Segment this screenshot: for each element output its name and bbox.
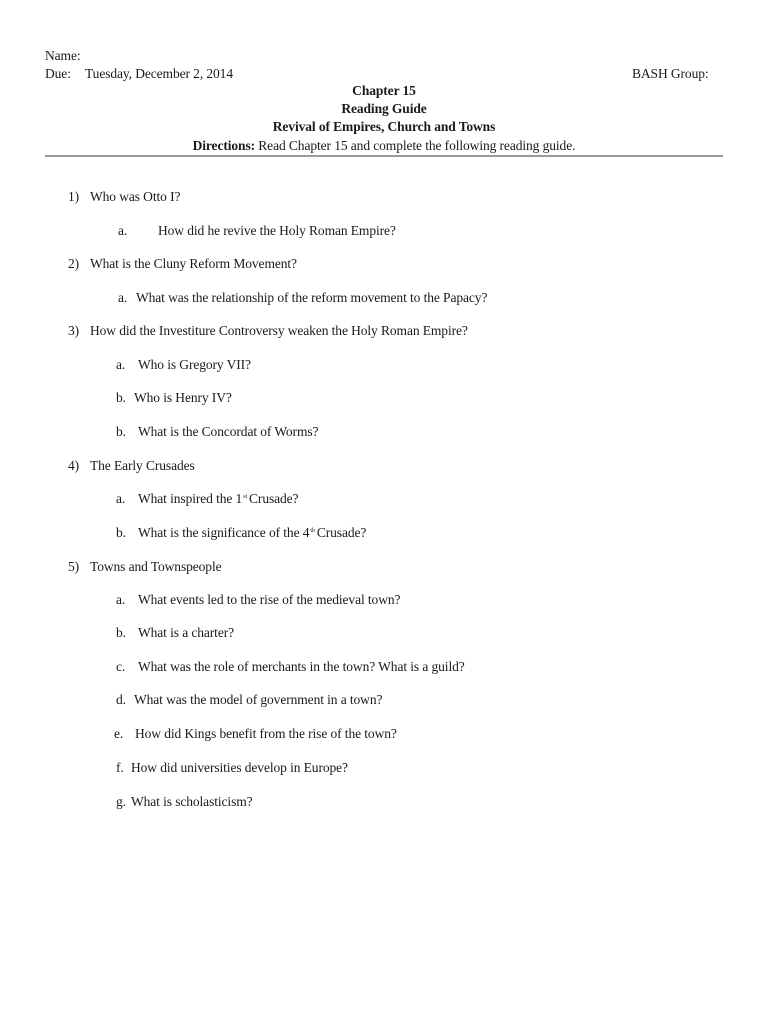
question-3b (116, 391, 232, 405)
question-2 (68, 257, 297, 271)
ordinal-suffix: th (310, 528, 315, 534)
item-text: What was the relationship of the reform movement to the Papacy? (136, 290, 488, 305)
item-text: How did universities develop in Europe? (131, 760, 348, 775)
question-5b (116, 626, 234, 640)
question-5e (114, 727, 397, 741)
question-5c (116, 660, 465, 674)
question-4a (116, 492, 298, 506)
item-text: What events led to the rise of the medieval town? (138, 592, 401, 607)
item-marker: a. (118, 223, 128, 238)
item-marker: f. (116, 760, 124, 775)
question-text: Towns and Townspeople (90, 559, 222, 574)
question-5d (116, 693, 382, 707)
question-5 (68, 560, 222, 574)
question-5f (116, 761, 348, 775)
item-text: What is scholasticism? (131, 794, 253, 809)
item-text: Who is Gregory VII? (138, 357, 251, 372)
question-1 (68, 190, 180, 204)
item-text: What was the model of government in a town? (134, 692, 383, 707)
question-3 (68, 324, 468, 338)
item-marker: d. (116, 692, 126, 707)
chapter-title: Chapter 15 (352, 83, 416, 98)
item-marker: b. (116, 424, 126, 439)
item-marker: a. (116, 491, 126, 506)
item-marker: e. (114, 726, 124, 741)
item-marker: a. (116, 357, 126, 372)
item-marker: g. (116, 794, 126, 809)
due-line (45, 67, 233, 81)
ordinal-suffix: st (243, 494, 248, 500)
question-1a (118, 224, 396, 238)
item-text-pre: What inspired the 1 (138, 491, 243, 506)
question-text: The Early Crusades (90, 458, 195, 473)
item-marker: a. (118, 290, 128, 305)
name-label: Name: (45, 48, 81, 63)
due-date: Tuesday, December 2, 2014 (85, 66, 233, 81)
guide-title: Reading Guide (341, 101, 427, 116)
item-text: Who is Henry IV? (134, 390, 232, 405)
question-number: 2) (68, 256, 80, 271)
directions-line (0, 139, 768, 153)
item-text-pre: What is the significance of the 4 (138, 525, 310, 540)
item-text-post: Crusade? (249, 491, 299, 506)
question-text: How did the Investiture Controversy weaken the Holy Roman Empire? (90, 323, 468, 338)
question-number: 4) (68, 458, 80, 473)
item-marker: b. (116, 525, 126, 540)
question-4 (68, 459, 195, 473)
item-marker: b. (116, 390, 126, 405)
item-text: What is a charter? (138, 625, 235, 640)
question-4b (116, 526, 366, 540)
question-number: 5) (68, 559, 80, 574)
question-5g (116, 795, 253, 809)
item-text: How did Kings benefit from the rise of the town? (135, 726, 397, 741)
question-text: What is the Cluny Reform Movement? (90, 256, 297, 271)
item-text: What was the role of merchants in the town? What is a guild? (138, 659, 465, 674)
question-number: 3) (68, 323, 80, 338)
item-text-post: Crusade? (316, 525, 367, 540)
question-3c (116, 425, 318, 439)
item-marker: b. (116, 625, 126, 640)
question-5a (116, 593, 400, 607)
subtitle: Revival of Empires, Church and Towns (272, 119, 496, 134)
bash-group-label: BASH Group: (632, 66, 709, 81)
question-2a (118, 291, 487, 305)
question-number: 1) (68, 189, 80, 204)
due-label: Due: (45, 66, 71, 81)
item-text: What is the Concordat of Worms? (138, 424, 319, 439)
directions-label: Directions: (192, 138, 255, 153)
header-divider (45, 155, 723, 157)
item-marker: c. (116, 659, 126, 674)
question-3a (116, 358, 251, 372)
question-text: Who was Otto I? (90, 189, 181, 204)
directions-text: Read Chapter 15 and complete the following reading guide. (258, 138, 576, 153)
item-marker: a. (116, 592, 126, 607)
item-text: How did he revive the Holy Roman Empire? (158, 223, 396, 238)
